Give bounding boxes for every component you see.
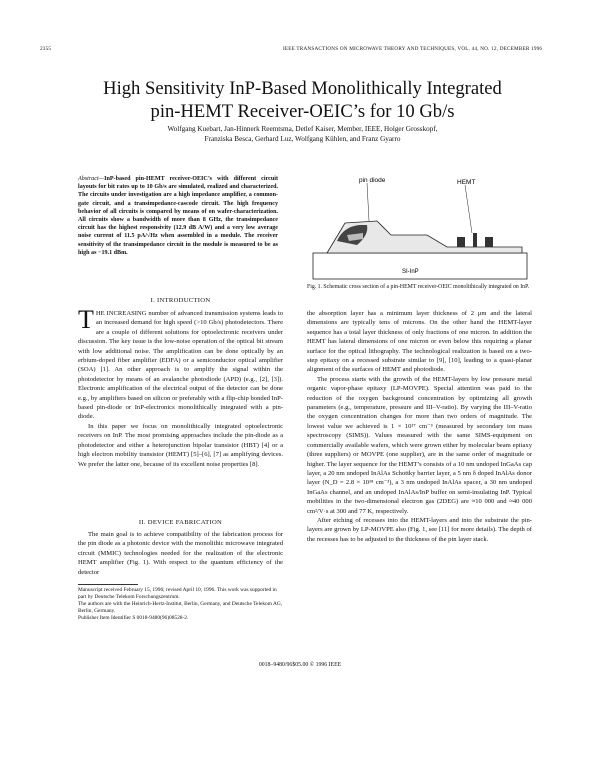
intro-paragraph-2: In this paper we focus on monolithically integrated optoelectronic receivers on InP. The most promising approaches include the pin-diode as a photodetector and either a heterojunction bipolar transistor (HBT) [4] or a high electron mobility transistor (HEMT) [5]–[6], [7] as amplifying devices. We prefer the latter one, because of its excellent noise properties [8]. xyxy=(78,422,283,468)
figure-1-caption: Fig. 1. Schematic cross section of a pin-HEMT receiver-OEIC monolithically integrated on InP. xyxy=(307,284,530,290)
intro-dropcap: T xyxy=(78,305,94,334)
substrate-label: SI-InP xyxy=(402,269,419,275)
device-heading: II. DEVICE FABRICATION xyxy=(138,519,223,526)
abstract xyxy=(78,175,278,257)
author-list xyxy=(60,124,545,144)
abstract-label: Abstract— xyxy=(78,176,105,182)
copyright-footer: 0018–9480/96$05.00 © 1996 IEEE xyxy=(258,662,342,668)
footnote-3: Publisher Item Identifier S 0018-9480(96)08528-2. xyxy=(78,615,189,621)
hemt-label: HEMT xyxy=(457,179,476,186)
page-number: 2355 xyxy=(40,46,52,52)
hemt-source xyxy=(457,237,465,247)
figure-1-cross-section xyxy=(307,175,532,283)
pin-label-leader xyxy=(367,183,369,221)
device-paragraph-1: The main goal is to achieve compatibility of the fabrication process for the pin diode as a photonic device with the monolithic microwave integrated circuit (MMIC) technologies needed for the realization of the electronic HEMT amplifier (Fig. 1). With respect to the quantum efficiency of the detector xyxy=(78,531,283,576)
footnote-2: The authors are with the Heinrich-Hertz-Institut, Berlin, Germany, and Deutsche Telekom AG, Berlin, Germany. xyxy=(78,601,283,614)
pin-diode-label: pin diode xyxy=(359,177,386,184)
journal-header: IEEE TRANSACTIONS ON MICROWAVE THEORY AND TECHNIQUES, VOL. 44, NO. 12, DECEMBER 1996 xyxy=(283,46,543,52)
right-paragraph-2: The process starts with the growth of the HEMT-layers by low pressure metal organic vapor-phase epitaxy (LP-MOVPE). Special attention was paid to the reduction of the oxygen background concentration by optimizing all growth parameters (e.g., temperature, pressure and III–V-ratio). By varying the III–V-ratio the oxygen concentration changes for more than two orders of magnitude. The lowest value we achieved is 1 × 10¹⁷ cm⁻³ (measured by secondary ion mass spectroscopy (SIMS)). Values measured with the same SIMS-equipment on commercially available wafers, which were grown either by molecular beam epitaxy (three suppliers) or MOVPE (one supplier), are in the same order of magnitude or higher. The layer sequence for the HEMT’s consists of a 10 nm undoped InGaAs cap layer, a 20 nm undoped InAlAs Schottky barrier layer, a 5 nm δ doped InAlAs donor layer (N_D = 2.8 × 10¹⁸ cm⁻³), a 3 nm undoped InAlAs spacer, a 30 nm undoped InGaAs channel, and an undoped InAlAs/InP buffer on semi-insulating InP. Typical mobilities in the two-dimensional electron gas (2DEG) are ≈10 000 and ≈40 000 cm²/V·s at 300 and 77 K, respectively. xyxy=(307,375,532,515)
footnote-rule xyxy=(78,584,138,585)
right-paragraph-1: the absorption layer has a minimum layer thickness of 2 μm and the lateral dimensions are typically tens of microns. On the other hand the HEMT-layer sequence has a total layer thickness of only fractions of one micron. In addition the HEMT has lateral dimensions of one micron or even below this requiring a planar surface for the optical lithography. The technological realization is based on a two-step epitaxy on a recessed substrate similar to [9], [10], leading to a quasi-planar alignment of the surfaces of HEMT and photodiode. xyxy=(307,310,532,374)
device-section xyxy=(78,530,283,577)
footnote-1: Manuscript received February 15, 1996; revised April 10, 1996. This work was supported in part by Deutsche Telekom Forschungszentrum. xyxy=(78,587,277,600)
intro-heading: I. INTRODUCTION xyxy=(150,297,211,304)
right-column xyxy=(307,309,532,544)
paper-title xyxy=(40,77,565,123)
title-line-1: High Sensitivity InP-Based Monolithically Integrated xyxy=(103,78,502,99)
right-paragraph-3: After etching of recesses into the HEMT-layers and into the substrate the pin-layers are grown by LP-MOVPE also (Fig. 1, see [11] for more details). The depth of the recesses has to be adjusted to the thickness of the pin layer stack. xyxy=(307,516,532,543)
substrate-block xyxy=(313,253,527,279)
hemt-label-leader xyxy=(465,185,472,233)
intro-paragraph-1: HE INCREASING number of advanced transmission systems leads to an increased demand for high speed (>10 Gb/s) photodetectors. There are a couple of different solutions for optoelectronic receivers under discussion. The key issue is the low-noise operation of the optical bit stream with low additional noise. The amplification can be done optically by an erbium-doped fiber amplifier (EDFA) or a semiconductor optical amplifier (SOA) [1]. An other approach is to amplify the signal within the photodetector by means of an avalanche photodiode (APD) (e.g., [2], [3]). Electronic amplification of the electrical output of the detector can be done e.g., by amplifiers based on silicon or preferably with a flip-chip bonded InP-based pin-diode or InP-electronics monolithically integrated with a pin-diode. xyxy=(78,310,283,421)
intro-section xyxy=(78,305,283,469)
hemt-gate xyxy=(473,233,477,247)
authors-line-1: Wolfgang Kuebart, Jan-Hinnerk Reemtsma, Detlef Kaiser, Member, IEEE, Holger Grosskopf, xyxy=(167,125,438,133)
hemt-drain xyxy=(485,237,493,247)
abstract-text: InP-based pin-HEMT receiver-OEIC’s with different circuit layouts for bit rates up to 10 Gb/s are simulated, realized and characterized. The circuits under investigation are a high impedance amplifier, a common-gate circuit, and a transimpedance-cascode circuit. The high frequency behavior of all circuits is compared by means of on wafer-characterization. All circuits show a bandwidth of more than 8 GHz, the transimpedance circuit has the highest responsivity (12.9 dB A/W) and a very low average noise current of 11.5 pA/√Hz when assembled in a module. The receiver sensitivity of the transimpedance circuit in the module is measured to be as high as −19.1 dBm. xyxy=(78,176,278,256)
title-line-2: pin-HEMT Receiver-OEIC’s for 10 Gb/s xyxy=(150,101,455,122)
authors-line-2: Franziska Besca, Gerhard Luz, Wolfgang Kühlen, and Franz Gyarro xyxy=(204,135,401,143)
